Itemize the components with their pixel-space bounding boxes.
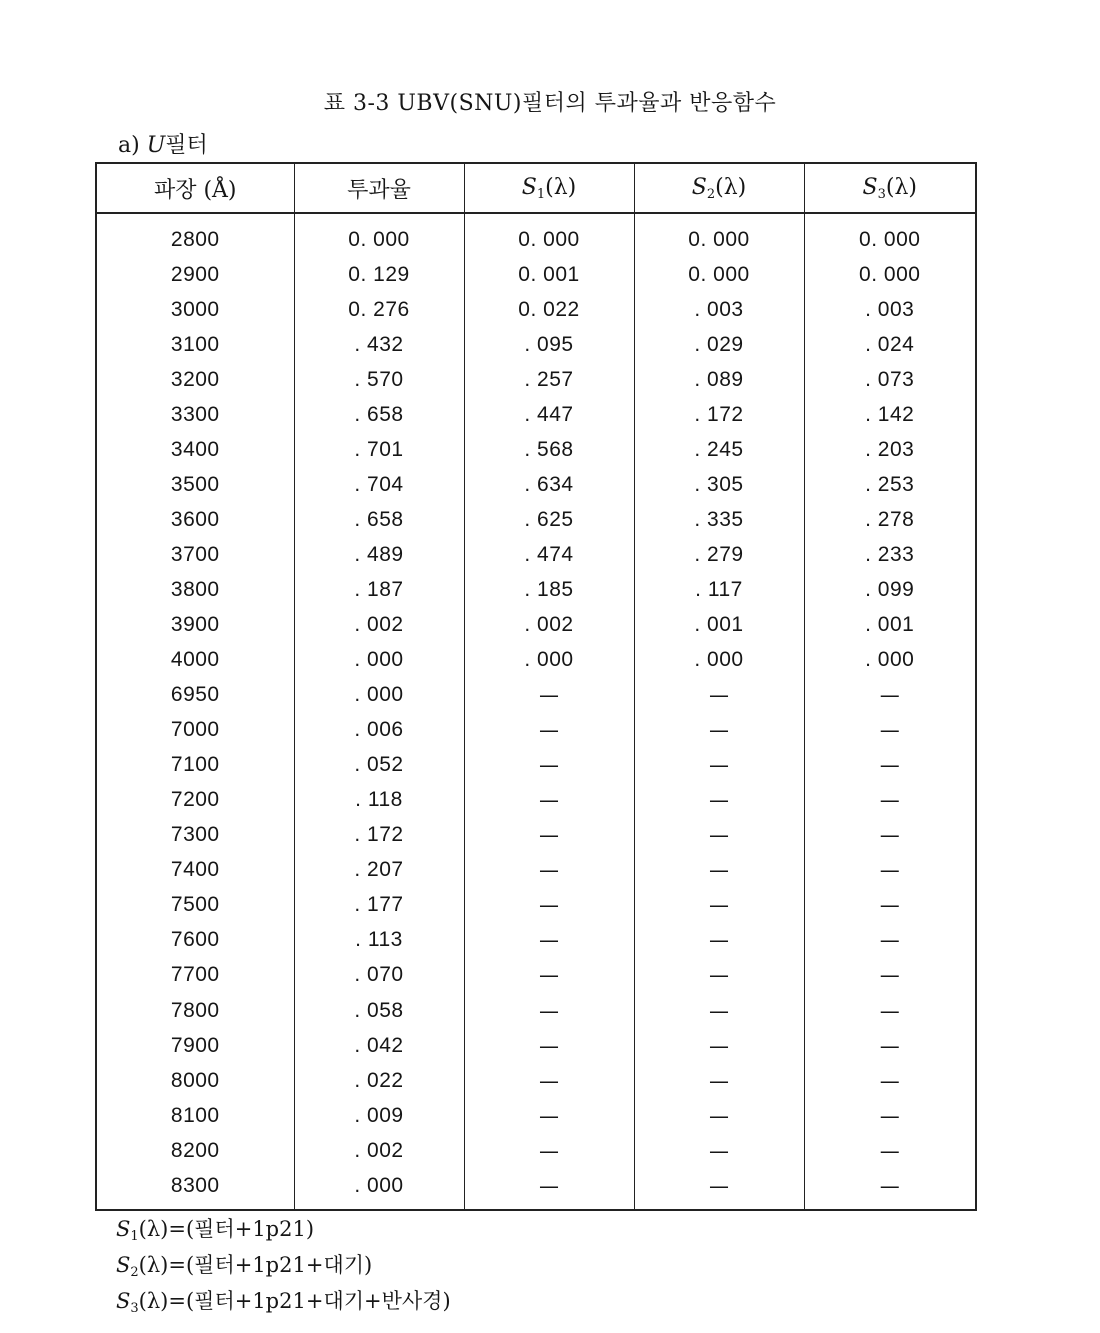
table-row [96, 923, 976, 958]
cell-wavelength: 3700 [96, 537, 294, 572]
table-row [96, 1168, 976, 1210]
header-s1-symbol: S [521, 174, 537, 200]
cell-wavelength: 7200 [96, 783, 294, 818]
header-s3-subscript: 3 [877, 186, 886, 202]
table-row [96, 713, 976, 748]
cell-s2: — [634, 958, 804, 993]
cell-transmittance: . 187 [294, 572, 464, 607]
cell-s3: — [804, 783, 976, 818]
table-row [96, 783, 976, 818]
cell-wavelength: 3600 [96, 502, 294, 537]
cell-transmittance: . 002 [294, 1133, 464, 1168]
cell-s3: — [804, 678, 976, 713]
cell-wavelength: 7700 [96, 958, 294, 993]
footnotes [116, 1215, 451, 1323]
cell-wavelength: 4000 [96, 643, 294, 678]
cell-s2: — [634, 923, 804, 958]
cell-wavelength: 3500 [96, 467, 294, 502]
cell-s2: — [634, 853, 804, 888]
cell-s1: . 474 [464, 537, 634, 572]
table-row [96, 432, 976, 467]
footnote-s1 [116, 1215, 451, 1251]
cell-transmittance: . 000 [294, 1168, 464, 1210]
cell-transmittance: . 058 [294, 993, 464, 1028]
cell-s3: — [804, 888, 976, 923]
cell-wavelength: 7800 [96, 993, 294, 1028]
cell-s1: — [464, 1168, 634, 1210]
table-header-row [96, 163, 976, 213]
table-row [96, 292, 976, 327]
cell-wavelength: 6950 [96, 678, 294, 713]
cell-s1: — [464, 1028, 634, 1063]
cell-transmittance: . 042 [294, 1028, 464, 1063]
footnote-s2 [116, 1251, 451, 1287]
table-row [96, 748, 976, 783]
cell-s2: — [634, 678, 804, 713]
cell-s2: . 335 [634, 502, 804, 537]
cell-s3: — [804, 993, 976, 1028]
cell-s2: . 000 [634, 643, 804, 678]
cell-s3: . 278 [804, 502, 976, 537]
cell-s3: — [804, 958, 976, 993]
footnote-s3-symbol: S [116, 1289, 131, 1313]
header-s2 [634, 163, 804, 213]
cell-s1: — [464, 853, 634, 888]
header-transmittance: 투과율 [294, 163, 464, 213]
cell-s3: . 233 [804, 537, 976, 572]
table-row [96, 257, 976, 292]
cell-s1: — [464, 1098, 634, 1133]
cell-s2: — [634, 1028, 804, 1063]
subtitle-letter: U [146, 133, 166, 158]
cell-wavelength: 7100 [96, 748, 294, 783]
table-row [96, 607, 976, 642]
cell-s3: . 099 [804, 572, 976, 607]
cell-s3: — [804, 1133, 976, 1168]
cell-transmittance: . 118 [294, 783, 464, 818]
footnote-s2-subscript: 2 [130, 1265, 139, 1280]
cell-s3: — [804, 1028, 976, 1063]
table-row [96, 818, 976, 853]
footnote-s2-text: (λ)=(필터+1p21+대기) [138, 1253, 373, 1277]
header-s2-symbol: S [691, 174, 707, 200]
table-row [96, 993, 976, 1028]
cell-transmittance: . 000 [294, 678, 464, 713]
cell-s1: — [464, 958, 634, 993]
subtitle-prefix: a) [118, 133, 147, 158]
cell-transmittance: 0. 129 [294, 257, 464, 292]
cell-s1: 0. 022 [464, 292, 634, 327]
table-row [96, 643, 976, 678]
cell-s1: — [464, 993, 634, 1028]
cell-s3: — [804, 818, 976, 853]
cell-transmittance: . 070 [294, 958, 464, 993]
table-row [96, 362, 976, 397]
table-row [96, 467, 976, 502]
cell-transmittance: . 006 [294, 713, 464, 748]
cell-wavelength: 3000 [96, 292, 294, 327]
table-row [96, 853, 976, 888]
cell-wavelength: 3200 [96, 362, 294, 397]
cell-s2: . 003 [634, 292, 804, 327]
section-subtitle [118, 128, 208, 159]
cell-transmittance: . 701 [294, 432, 464, 467]
table-row [96, 888, 976, 923]
table-row [96, 397, 976, 432]
cell-s3: — [804, 1168, 976, 1210]
table-row [96, 1063, 976, 1098]
table-row [96, 502, 976, 537]
cell-s2: 0. 000 [634, 213, 804, 257]
cell-wavelength: 2900 [96, 257, 294, 292]
cell-transmittance: . 052 [294, 748, 464, 783]
cell-s1: 0. 000 [464, 213, 634, 257]
cell-s2: . 001 [634, 607, 804, 642]
cell-s2: — [634, 993, 804, 1028]
table-row [96, 958, 976, 993]
cell-s2: — [634, 1063, 804, 1098]
table-row [96, 678, 976, 713]
cell-s2: . 305 [634, 467, 804, 502]
cell-s3: — [804, 923, 976, 958]
cell-s2: — [634, 713, 804, 748]
cell-transmittance: . 704 [294, 467, 464, 502]
table-row [96, 213, 976, 257]
cell-wavelength: 7300 [96, 818, 294, 853]
cell-s1: . 257 [464, 362, 634, 397]
cell-s1: . 625 [464, 502, 634, 537]
table-row [96, 537, 976, 572]
cell-transmittance: . 177 [294, 888, 464, 923]
table-body [96, 213, 976, 1210]
cell-transmittance: . 658 [294, 502, 464, 537]
header-s3-arg: (λ) [885, 174, 917, 200]
cell-wavelength: 3100 [96, 327, 294, 362]
cell-s3: . 001 [804, 607, 976, 642]
table-row [96, 1028, 976, 1063]
cell-s1: — [464, 818, 634, 853]
cell-s3: 0. 000 [804, 257, 976, 292]
cell-wavelength: 3900 [96, 607, 294, 642]
header-s1 [464, 163, 634, 213]
cell-s1: . 634 [464, 467, 634, 502]
cell-transmittance: . 207 [294, 853, 464, 888]
cell-s2: — [634, 1133, 804, 1168]
cell-transmittance: 0. 276 [294, 292, 464, 327]
cell-s2: — [634, 783, 804, 818]
cell-s2: — [634, 748, 804, 783]
cell-s2: . 279 [634, 537, 804, 572]
table-row [96, 572, 976, 607]
header-s3-symbol: S [862, 174, 878, 200]
cell-wavelength: 7900 [96, 1028, 294, 1063]
cell-s2: — [634, 1098, 804, 1133]
header-wavelength: 파장 (Å) [96, 163, 294, 213]
footnote-s3-subscript: 3 [130, 1301, 139, 1316]
cell-transmittance: . 432 [294, 327, 464, 362]
header-s1-subscript: 1 [536, 186, 546, 202]
footnote-s1-subscript: 1 [130, 1229, 139, 1244]
cell-transmittance: 0. 000 [294, 213, 464, 257]
cell-s1: . 447 [464, 397, 634, 432]
cell-s3: . 003 [804, 292, 976, 327]
cell-wavelength: 3800 [96, 572, 294, 607]
cell-s3: — [804, 713, 976, 748]
cell-wavelength: 7000 [96, 713, 294, 748]
cell-s1: — [464, 888, 634, 923]
table-row [96, 1098, 976, 1133]
filter-transmission-table [95, 162, 977, 1211]
table-title: 표 3-3 UBV(SNU)필터의 투과율과 반응함수 [323, 91, 777, 116]
header-s3 [804, 163, 976, 213]
header-s1-arg: (λ) [545, 174, 577, 200]
cell-transmittance: . 570 [294, 362, 464, 397]
footnote-s3-text: (λ)=(필터+1p21+대기+반사경) [138, 1289, 451, 1313]
cell-s3: . 000 [804, 643, 976, 678]
cell-transmittance: . 002 [294, 607, 464, 642]
cell-wavelength: 3300 [96, 397, 294, 432]
cell-transmittance: . 658 [294, 397, 464, 432]
cell-s1: — [464, 678, 634, 713]
cell-s1: . 568 [464, 432, 634, 467]
cell-wavelength: 7400 [96, 853, 294, 888]
cell-s1: . 095 [464, 327, 634, 362]
cell-s1: — [464, 713, 634, 748]
header-s2-arg: (λ) [715, 174, 747, 200]
cell-transmittance: . 172 [294, 818, 464, 853]
cell-s1: . 185 [464, 572, 634, 607]
cell-transmittance: . 489 [294, 537, 464, 572]
cell-s1: — [464, 1063, 634, 1098]
cell-s3: 0. 000 [804, 213, 976, 257]
cell-s2: 0. 000 [634, 257, 804, 292]
cell-s3: — [804, 1063, 976, 1098]
cell-s2: . 029 [634, 327, 804, 362]
cell-s3: . 203 [804, 432, 976, 467]
cell-wavelength: 8300 [96, 1168, 294, 1210]
cell-wavelength: 8100 [96, 1098, 294, 1133]
cell-wavelength: 7600 [96, 923, 294, 958]
footnote-s2-symbol: S [116, 1253, 131, 1277]
header-s2-subscript: 2 [706, 186, 716, 202]
table-row [96, 327, 976, 362]
cell-s2: . 089 [634, 362, 804, 397]
cell-s2: . 245 [634, 432, 804, 467]
cell-s1: — [464, 783, 634, 818]
cell-s3: . 024 [804, 327, 976, 362]
cell-s2: . 172 [634, 397, 804, 432]
cell-wavelength: 3400 [96, 432, 294, 467]
footnote-s1-text: (λ)=(필터+1p21) [138, 1217, 315, 1241]
cell-s2: . 117 [634, 572, 804, 607]
cell-s3: . 142 [804, 397, 976, 432]
cell-s1: — [464, 1133, 634, 1168]
cell-s3: — [804, 853, 976, 888]
cell-transmittance: . 022 [294, 1063, 464, 1098]
footnote-s3 [116, 1287, 451, 1323]
cell-s1: . 002 [464, 607, 634, 642]
cell-s2: — [634, 888, 804, 923]
cell-s1: — [464, 923, 634, 958]
cell-wavelength: 7500 [96, 888, 294, 923]
cell-wavelength: 8200 [96, 1133, 294, 1168]
cell-transmittance: . 000 [294, 643, 464, 678]
footnote-s1-symbol: S [116, 1217, 131, 1241]
cell-wavelength: 8000 [96, 1063, 294, 1098]
table-row [96, 1133, 976, 1168]
subtitle-word: 필터 [165, 133, 208, 158]
cell-s2: — [634, 1168, 804, 1210]
cell-s3: . 073 [804, 362, 976, 397]
cell-s3: — [804, 748, 976, 783]
cell-s1: — [464, 748, 634, 783]
cell-transmittance: . 113 [294, 923, 464, 958]
cell-s3: — [804, 1098, 976, 1133]
cell-s3: . 253 [804, 467, 976, 502]
cell-transmittance: . 009 [294, 1098, 464, 1133]
cell-s1: . 000 [464, 643, 634, 678]
cell-s1: 0. 001 [464, 257, 634, 292]
cell-s2: — [634, 818, 804, 853]
cell-wavelength: 2800 [96, 213, 294, 257]
